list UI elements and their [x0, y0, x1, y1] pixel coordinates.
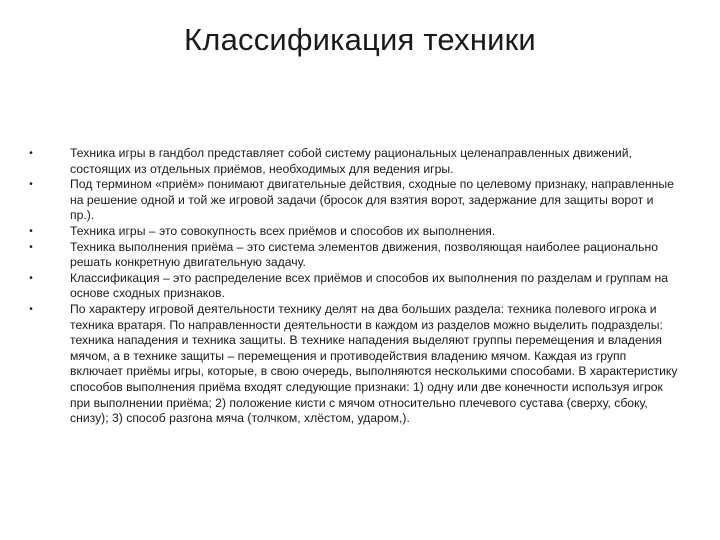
bullet-icon: • [29, 272, 33, 284]
bullet-text: Техника выполнения приёма – это система элементов движения, позволяющая наиболее рационально решать конкретную двигательную задачу. [70, 239, 658, 270]
bullet-text: Классификация – это распределение всех приёмов и способов их выполнения по разделам и группам на основе сходных признаков. [70, 270, 669, 301]
bullet-item [26, 271, 678, 302]
bullet-icon: • [29, 148, 33, 159]
bullet-item [26, 224, 678, 240]
bullet-item [26, 302, 678, 427]
bullet-icon: • [29, 179, 33, 191]
bullet-icon: • [29, 241, 33, 253]
bullet-text: Под термином «приём» понимают двигательные действия, сходные по целевому признаку, направленные на решение одной и той же игровой задачи (бросок для взятия ворот, задержание для защиты ворот и пр.). [70, 177, 674, 223]
slide-title: Классификация техники [184, 22, 536, 57]
bullet-text: По характеру игровой деятельности технику делят на два больших раздела: техника полевого игрока и техника вратаря. По направленности деятельности в каждом из разделов можно выделить подразделы: техника нападения и техника защиты. В технике нападения выделяют группы перемещения и владения мячом, а в технике защиты – перемещения и противодействия владению мячом. Каждая из групп включает приёмы игры, которые, в свою очередь, выполняются несколькими способами. В характеристику способов выполнения приёма входят следующие признаки: 1) одну или две конечности используя игрок при выполнении приёма; 2) положение кисти с мячом относительно плечевого сустава (сверху, сбоку, снизу); 3) способ разгона мяча (толчком, хлёстом, ударом,). [70, 301, 678, 426]
bullet-icon: • [29, 303, 33, 315]
bullet-text: Техника игры – это совокупность всех приёмов и способов их выполнения. [70, 223, 496, 238]
bullet-text: Техника игры в гандбол представляет собой систему рациональных целенаправленных движений, состоящих из отдельных приёмов, необходимых для ведения игры. [70, 146, 632, 176]
bullet-item [26, 177, 678, 224]
bullet-item [26, 240, 678, 271]
bullet-list [26, 146, 678, 427]
bullet-icon: • [29, 225, 33, 237]
bullet-item [26, 146, 678, 177]
